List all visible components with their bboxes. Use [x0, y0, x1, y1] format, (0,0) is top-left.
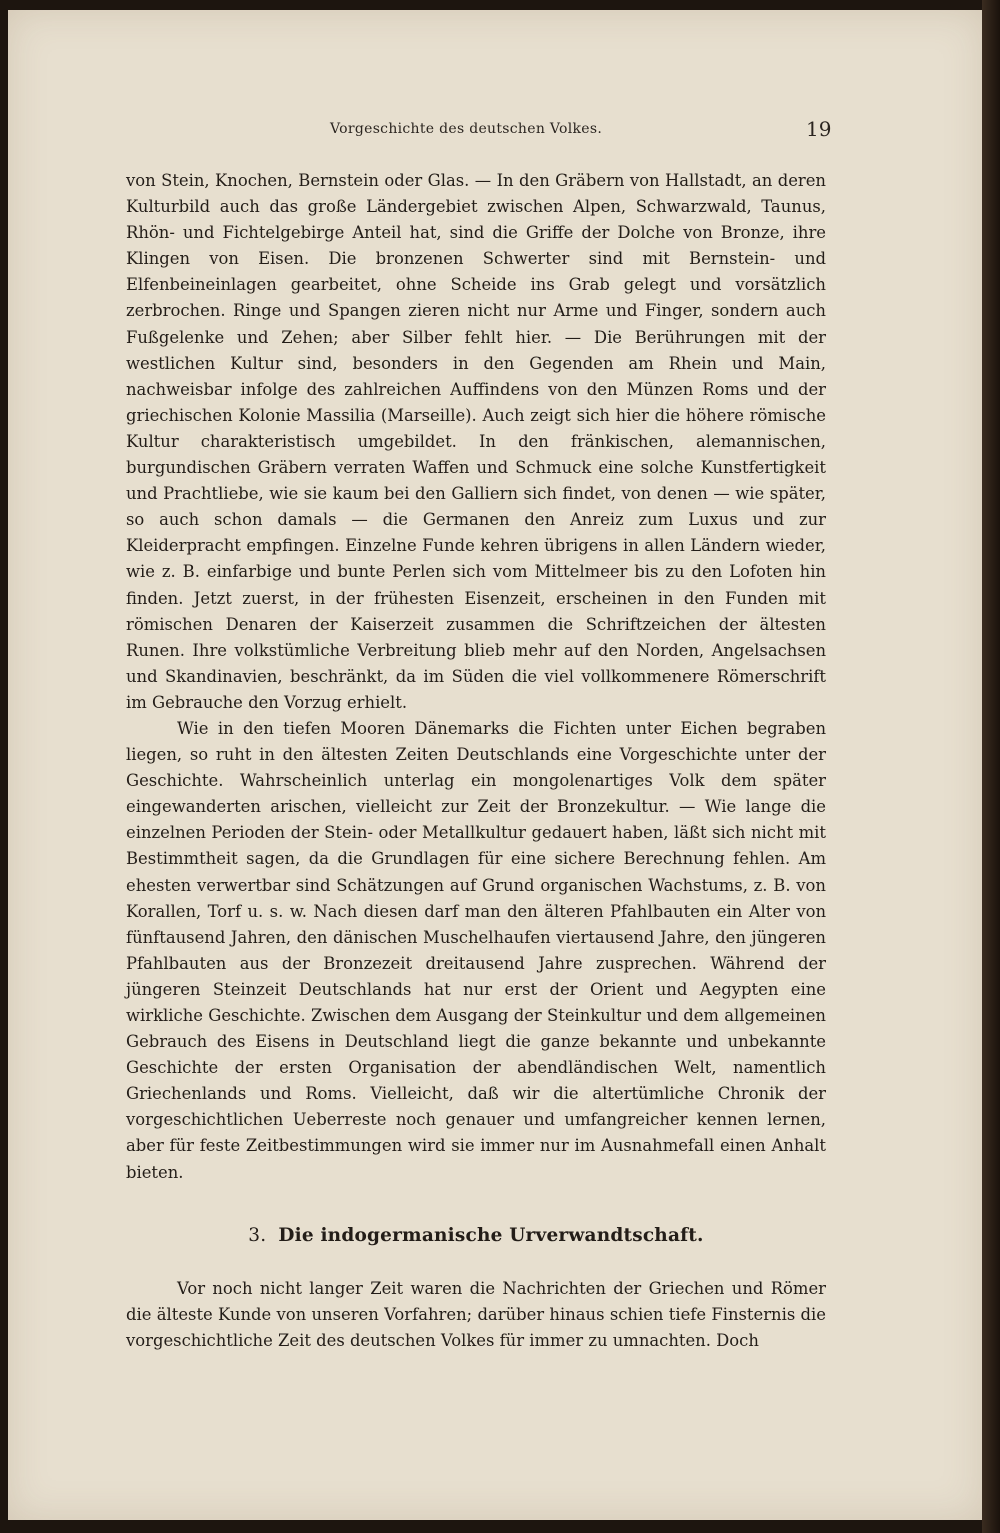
- page-edge: [982, 0, 1000, 1533]
- running-title: Vorgeschichte des deutschen Volkes.: [330, 121, 603, 137]
- main-text: [126, 168, 826, 1354]
- page-number: 19: [806, 117, 832, 141]
- section-heading: [126, 1222, 826, 1250]
- paragraph-1: von Stein, Knochen, Bernstein oder Glas. — In den Gräbern von Hallstadt, an deren Kulturbild auch das große Ländergebiet zwischen Alpen, Schwarzwald, Taunus, Rhön- und Fichtelgebirge Anteil hat, sind die Griffe der Dolche von Bronze, ihre Klingen von Eisen. Die bronzenen Schwerter sind mit Bernstein- und Elfenbeineinlagen gearbeitet, ohne Scheide ins Grab gelegt und vorsätzlich zerbrochen. Ringe und Spangen zieren nicht nur Arme und Finger, sondern auch Fußgelenke und Zehen; aber Silber fehlt hier. — Die Berührungen mit der westlichen Kultur sind, besonders in den Gegenden am Rhein und Main, nachweisbar infolge des zahlreichen Auffindens von den Münzen Roms und der griechischen Kolonie Massilia (Marseille). Auch zeigt sich hier die höhere römische Kultur charakteristisch umgebildet. In den fränkischen, alemannischen, burgundischen Gräbern verraten Waffen und Schmuck eine solche Kunstfertigkeit und Prachtliebe, wie sie kaum bei den Galliern sich findet, von denen — wie später, so auch schon damals — die Germanen den Anreiz zum Luxus und zur Kleiderpracht empfingen. Einzelne Funde kehren übrigens in allen Ländern wieder, wie z. B. einfarbige und bunte Perlen sich vom Mittelmeer bis zu den Lofoten hin finden. Jetzt zuerst, in der frühesten Eisenzeit, erscheinen in den Funden mit römischen Denaren der Kaiserzeit zusammen die Schriftzeichen der ältesten Runen. Ihre volkstümliche Verbreitung blieb mehr auf den Norden, Angelsachsen und Skandinavien, beschränkt, da im Süden die viel vollkommenere Römerschrift im Gebrauche den Vorzug erhielt.: [126, 171, 826, 712]
- paragraph-3: Vor noch nicht langer Zeit waren die Nachrichten der Griechen und Römer die älteste Kunde von unseren Vorfahren; darüber hinaus schien tiefe Finsternis die vorgeschichtliche Zeit des deutschen Volkes für immer zu umnachten. Doch: [126, 1278, 826, 1350]
- section-title: Die indogermanische Urverwandtschaft.: [278, 1224, 704, 1246]
- paragraph-2: Wie in den tiefen Mooren Dänemarks die Fichten unter Eichen begraben liegen, so ruht in den ältesten Zeiten Deutschlands eine Vorgeschichte unter der Geschichte. Wahrscheinlich unterlag ein mongolenartiges Volk dem später eingewanderten arischen, vielleicht zur Zeit der Bronzekultur. — Wie lange die einzelnen Perioden der Stein- oder Metallkultur gedauert haben, läßt sich nicht mit Bestimmtheit sagen, da die Grundlagen für eine sichere Berechnung fehlen. Am ehesten verwertbar sind Schätzungen auf Grund organischen Wachstums, z. B. von Korallen, Torf u. s. w. Nach diesen darf man den älteren Pfahlbauten ein Alter von fünftausend Jahren, den dänischen Muschelhaufen viertausend Jahre, den jüngeren Pfahlbauten aus der Bronzezeit dreitausend Jahre zusprechen. Während der jüngeren Steinzeit Deutschlands hat nur erst der Orient und Aegypten eine wirkliche Geschichte. Zwischen dem Ausgang der Steinkultur und dem allgemeinen Gebrauch des Eisens in Deutschland liegt die ganze bekannte und unbekannte Geschichte der ersten Organisation der abendländischen Welt, namentlich Griechenlands und Roms. Vielleicht, daß wir die altertümliche Chronik der vorgeschichtlichen Ueberreste noch genauer und umfangreicher kennen lernen, aber für feste Zeitbestimmungen wird sie immer nur im Ausnahmefall einen Anhalt bieten.: [126, 718, 826, 1182]
- running-head: [0, 117, 1000, 141]
- section-number: 3.: [248, 1224, 267, 1246]
